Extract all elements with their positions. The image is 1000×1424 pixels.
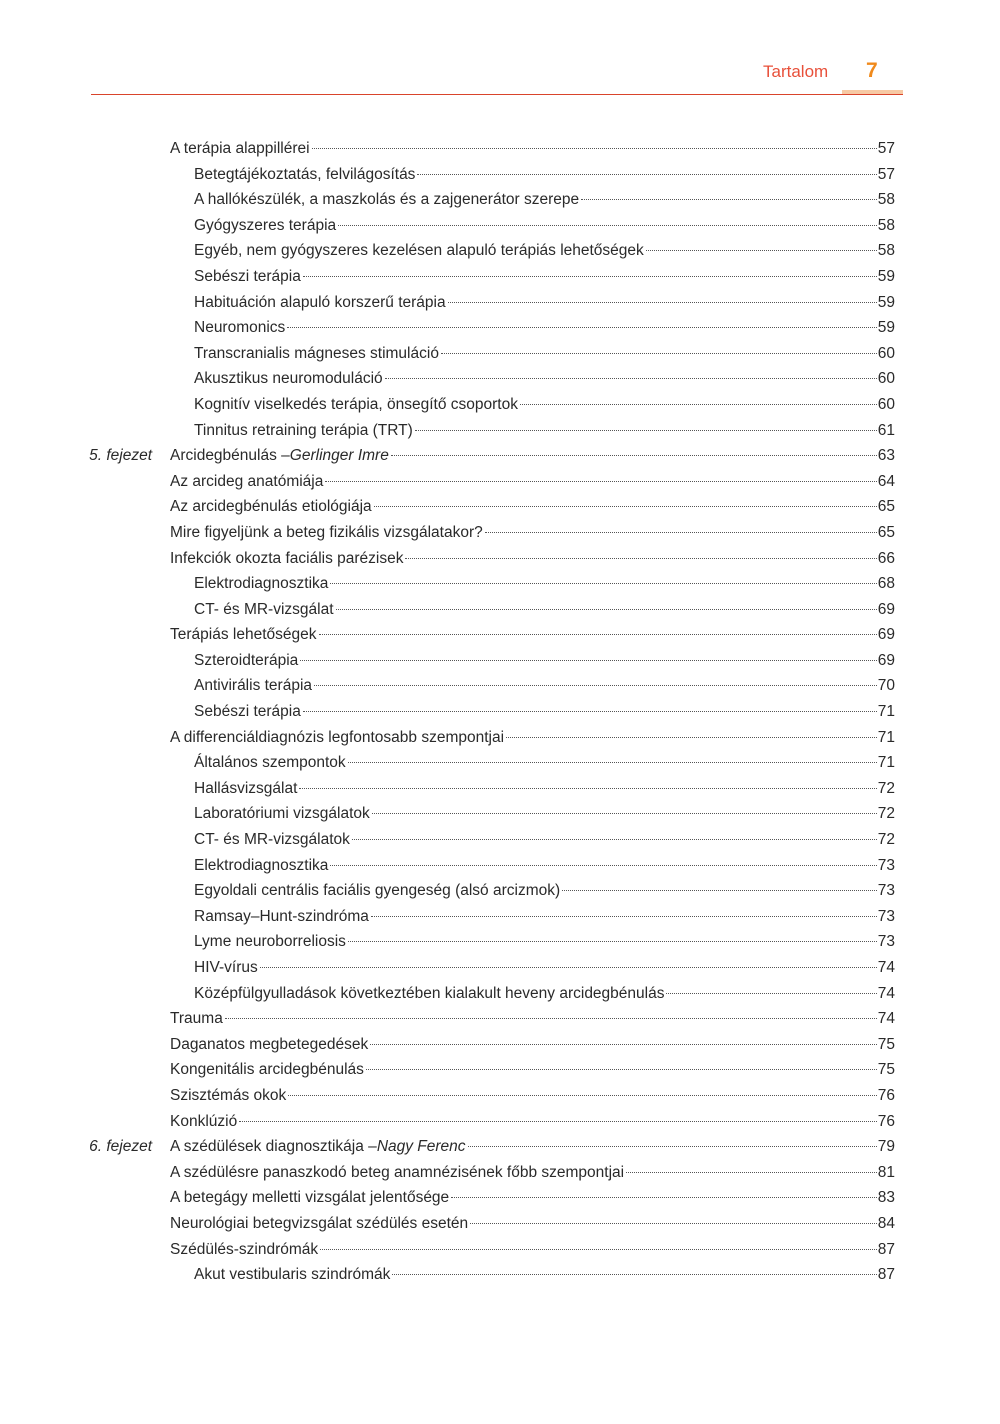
toc-row [0, 776, 1000, 802]
toc-entry-page: 58 [877, 191, 895, 209]
toc-row [0, 1006, 1000, 1032]
toc-entry-page: 73 [877, 933, 895, 951]
toc-entry-page: 60 [877, 344, 895, 362]
dot-leader [441, 353, 877, 354]
dot-leader [417, 174, 876, 175]
toc-row [0, 1109, 1000, 1135]
toc-entry[interactable] [194, 904, 895, 930]
toc-row [0, 981, 1000, 1007]
toc-entry-title: Lyme neuroborreliosis [194, 933, 346, 951]
toc-entry[interactable] [170, 546, 895, 572]
toc-entry[interactable] [194, 315, 895, 341]
toc-entry-page: 58 [877, 242, 895, 260]
chapter-label: 6. fejezet [89, 1138, 152, 1156]
toc-entry-title: A szédülésre panaszkodó beteg anamnézisének főbb szempontjai [170, 1163, 625, 1181]
toc-entry-title: Laboratóriumi vizsgálatok [194, 805, 370, 823]
toc-entry[interactable] [194, 827, 895, 853]
dot-leader [485, 532, 877, 533]
toc-row [0, 494, 1000, 520]
toc-entry[interactable] [170, 1006, 895, 1032]
toc-entry-page: 68 [877, 575, 895, 593]
dot-leader [392, 1274, 876, 1275]
toc-row [0, 1185, 1000, 1211]
toc-entry-title: A hallókészülék, a maszkolás és a zajgenerátor szerepe [194, 191, 580, 209]
toc-row [0, 136, 1000, 162]
toc-entry-title: CT- és MR-vizsgálat [194, 600, 334, 618]
toc-entry-page: 84 [877, 1214, 895, 1232]
toc-row [0, 929, 1000, 955]
toc-entry[interactable] [170, 725, 895, 751]
toc-entry-title: Ramsay–Hunt-szindróma [194, 907, 369, 925]
toc-row [0, 571, 1000, 597]
toc-row [0, 1083, 1000, 1109]
toc-entry-page: 73 [877, 882, 895, 900]
toc-row [0, 1211, 1000, 1237]
toc-entry-page: 76 [877, 1086, 895, 1104]
dot-leader [366, 1069, 877, 1070]
toc-entry-title: Betegtájékoztatás, felvilágosítás [194, 165, 416, 183]
table-of-contents [0, 136, 1000, 1288]
dot-leader [370, 1044, 877, 1045]
toc-entry-page: 65 [877, 498, 895, 516]
toc-entry-title: Mire figyeljünk a beteg fizikális vizsgálatakor? [170, 523, 483, 541]
toc-entry-title: CT- és MR-vizsgálatok [194, 831, 350, 849]
header-rule [91, 94, 903, 95]
dot-leader [520, 404, 877, 405]
toc-entry[interactable] [170, 1185, 895, 1211]
toc-entry-title: Az arcidegbénulás etiológiája [170, 498, 372, 516]
toc-entry[interactable] [194, 673, 895, 699]
toc-row [0, 827, 1000, 853]
dot-leader [225, 1018, 877, 1019]
toc-entry-page: 87 [877, 1240, 895, 1258]
toc-row [0, 187, 1000, 213]
toc-row [0, 1237, 1000, 1263]
dot-leader [338, 225, 877, 226]
dot-leader [303, 711, 877, 712]
toc-row [0, 1057, 1000, 1083]
running-header-title: Tartalom [763, 62, 829, 81]
toc-entry[interactable] [194, 290, 895, 316]
toc-entry-title: Konklúzió [170, 1112, 238, 1130]
toc-entry[interactable] [194, 571, 895, 597]
toc-entry-title: Arcidegbénulás – [170, 447, 290, 465]
toc-entry-page: 74 [877, 984, 895, 1002]
toc-entry[interactable] [194, 981, 895, 1007]
toc-entry-title: A terápia alappillérei [170, 140, 310, 157]
dot-leader [626, 1172, 877, 1173]
dot-leader [448, 302, 877, 303]
toc-entry[interactable] [170, 1237, 895, 1263]
toc-entry[interactable] [194, 187, 895, 213]
dot-leader [348, 941, 877, 942]
toc-entry-title: Transcranialis mágneses stimuláció [194, 344, 439, 362]
toc-entry-page: 59 [877, 319, 895, 337]
toc-entry-page: 66 [877, 549, 895, 567]
toc-row [0, 1032, 1000, 1058]
toc-entry-page: 57 [877, 165, 895, 183]
toc-entry[interactable] [170, 1109, 895, 1135]
toc-entry-page: 71 [877, 703, 895, 721]
toc-entry-title: Akut vestibularis szindrómák [194, 1266, 391, 1284]
toc-entry-page: 74 [877, 1010, 895, 1028]
toc-row [0, 904, 1000, 930]
toc-entry-title: Tinnitus retraining terápia (TRT) [194, 421, 413, 439]
dot-leader [303, 276, 877, 277]
toc-entry[interactable] [194, 597, 895, 623]
toc-entry[interactable] [194, 801, 895, 827]
toc-entry[interactable] [194, 366, 895, 392]
toc-entry[interactable] [194, 929, 895, 955]
toc-entry-page: 61 [877, 421, 895, 439]
dot-leader [372, 813, 877, 814]
toc-entry-page: 81 [877, 1163, 895, 1181]
dot-leader [312, 148, 877, 149]
toc-row [0, 1262, 1000, 1288]
toc-entry-title: Középfülgyulladások következtében kialakult heveny arcidegbénulás [194, 984, 665, 1002]
toc-entry[interactable] [170, 520, 895, 546]
toc-row [0, 520, 1000, 546]
toc-entry-page: 70 [877, 677, 895, 695]
toc-entry[interactable] [194, 341, 895, 367]
dot-leader [314, 685, 877, 686]
toc-entry-title: Terápiás lehetőségek [170, 626, 317, 644]
toc-entry-title: Infekciók okozta faciális parézisek [170, 549, 404, 567]
toc-entry-page: 71 [877, 728, 895, 746]
toc-entry-page: 83 [877, 1189, 895, 1207]
toc-entry-author: Nagy Ferenc [376, 1138, 466, 1156]
toc-row [0, 699, 1000, 725]
toc-entry-page: 71 [877, 754, 895, 772]
toc-row [0, 264, 1000, 290]
dot-leader [288, 1095, 876, 1096]
toc-row [0, 597, 1000, 623]
toc-entry-page: 72 [877, 779, 895, 797]
toc-row [0, 238, 1000, 264]
dot-leader [371, 916, 877, 917]
toc-entry-title: Szteroidterápia [194, 651, 299, 669]
toc-entry[interactable] [194, 1262, 895, 1288]
dot-leader [451, 1197, 877, 1198]
toc-row [0, 418, 1000, 444]
toc-entry-title: Antivirális terápia [194, 677, 313, 695]
toc-row [0, 162, 1000, 188]
toc-entry-page: 73 [877, 907, 895, 925]
toc-entry-title: Kongenitális arcidegbénulás [170, 1061, 364, 1079]
dot-leader [352, 839, 877, 840]
toc-entry-page: 69 [877, 626, 895, 644]
dot-leader [330, 865, 876, 866]
toc-entry[interactable] [170, 1134, 895, 1160]
toc-entry-title: Neurológiai betegvizsgálat szédülés esetén [170, 1214, 469, 1232]
toc-entry-title: Trauma [170, 1010, 223, 1028]
toc-entry[interactable] [194, 853, 895, 879]
chapter-label: 5. fejezet [89, 447, 152, 465]
toc-row [0, 469, 1000, 495]
toc-row [0, 546, 1000, 572]
toc-entry[interactable] [170, 1032, 895, 1058]
toc-entry-page: 74 [877, 959, 895, 976]
dot-leader [260, 967, 877, 968]
toc-entry[interactable] [194, 264, 895, 290]
toc-row [0, 801, 1000, 827]
toc-row [0, 392, 1000, 418]
dot-leader [470, 1223, 877, 1224]
toc-entry-page: 75 [877, 1035, 895, 1053]
toc-entry[interactable] [194, 418, 895, 444]
dot-leader [666, 993, 876, 994]
page-number: 7 [866, 59, 878, 82]
dot-leader [468, 1146, 877, 1147]
dot-leader [562, 890, 877, 891]
toc-entry-title: Gyógyszeres terápia [194, 216, 337, 234]
toc-entry-title: A betegágy melletti vizsgálat jelentősége [170, 1189, 450, 1207]
toc-entry-title: Sebészi terápia [194, 703, 301, 721]
toc-row [0, 315, 1000, 341]
toc-entry-page: 60 [877, 395, 895, 413]
toc-entry[interactable] [194, 392, 895, 418]
toc-entry[interactable] [170, 469, 895, 495]
dot-leader [325, 481, 876, 482]
toc-entry[interactable] [194, 238, 895, 264]
dot-leader [330, 583, 876, 584]
toc-row [0, 213, 1000, 239]
toc-entry-author: Gerlinger Imre [289, 447, 389, 465]
toc-entry-title: A differenciáldiagnózis legfontosabb szempontjai [170, 728, 505, 746]
toc-entry[interactable] [194, 878, 895, 904]
toc-entry-page: 64 [877, 472, 895, 490]
toc-entry[interactable] [194, 699, 895, 725]
toc-entry-title: Habituáción alapuló korszerű terápia [194, 293, 446, 311]
toc-entry[interactable] [194, 648, 895, 674]
toc-row [0, 673, 1000, 699]
toc-row [0, 750, 1000, 776]
toc-entry-page: 59 [877, 293, 895, 311]
toc-row [0, 290, 1000, 316]
toc-entry-page: 76 [877, 1112, 895, 1130]
toc-entry-title: Szédülés-szindrómák [170, 1240, 319, 1258]
toc-entry[interactable] [194, 162, 895, 188]
toc-entry-title: Az arcideg anatómiája [170, 472, 324, 490]
toc-row [0, 725, 1000, 751]
toc-entry-title: Általános szempontok [194, 754, 346, 772]
toc-row [0, 366, 1000, 392]
toc-row [0, 853, 1000, 879]
toc-entry-page: 65 [877, 523, 895, 541]
toc-entry-page: 75 [877, 1061, 895, 1079]
dot-leader [374, 506, 877, 507]
toc-entry-title: Kognitív viselkedés terápia, önsegítő csoportok [194, 395, 518, 413]
toc-entry-title: Akusztikus neuromoduláció [194, 370, 383, 388]
toc-row [0, 622, 1000, 648]
dot-leader [287, 327, 876, 328]
toc-entry[interactable] [170, 1083, 895, 1109]
dot-leader [319, 634, 877, 635]
dot-leader [506, 737, 877, 738]
toc-entry[interactable] [170, 1057, 895, 1083]
toc-entry[interactable] [194, 776, 895, 802]
toc-entry-title: Neuromonics [194, 319, 286, 337]
toc-entry[interactable] [170, 1160, 895, 1186]
dot-leader [405, 558, 876, 559]
toc-entry[interactable] [170, 443, 895, 469]
dot-leader [299, 788, 876, 789]
toc-entry-title: Hallásvizsgálat [194, 779, 298, 797]
dot-leader [391, 455, 877, 456]
dot-leader [581, 199, 877, 200]
toc-entry-page: 73 [877, 856, 895, 874]
dot-leader [415, 430, 877, 431]
toc-entry-title: Elektrodiagnosztika [194, 856, 329, 874]
toc-entry-title: HIV-vírus [194, 959, 258, 976]
toc-row [0, 955, 1000, 981]
toc-entry-page: 69 [877, 600, 895, 618]
toc-row [0, 878, 1000, 904]
toc-entry-page: 79 [877, 1138, 895, 1156]
toc-entry[interactable] [194, 955, 895, 981]
toc-entry-page: 57 [877, 140, 895, 157]
toc-entry-page: 87 [877, 1266, 895, 1284]
toc-entry[interactable] [170, 1211, 895, 1237]
toc-entry-page: 72 [877, 831, 895, 849]
toc-entry-title: Egyoldali centrális faciális gyengeség (alsó arcizmok) [194, 882, 561, 900]
toc-row [0, 1134, 1000, 1160]
dot-leader [239, 1121, 877, 1122]
dot-leader [336, 609, 877, 610]
toc-entry[interactable] [170, 494, 895, 520]
toc-entry[interactable] [194, 750, 895, 776]
toc-entry[interactable] [170, 622, 895, 648]
toc-entry-title: Elektrodiagnosztika [194, 575, 329, 593]
toc-entry-title: Daganatos megbetegedések [170, 1035, 369, 1053]
toc-entry-page: 69 [877, 651, 895, 669]
dot-leader [348, 762, 877, 763]
toc-entry-title: Sebészi terápia [194, 267, 301, 285]
dot-leader [385, 378, 877, 379]
toc-entry[interactable] [194, 213, 895, 239]
toc-row [0, 648, 1000, 674]
toc-entry-title: A szédülések diagnosztikája – [170, 1138, 377, 1156]
dot-leader [646, 250, 877, 251]
toc-row [0, 443, 1000, 469]
toc-entry[interactable] [170, 136, 895, 162]
toc-entry-title: Egyéb, nem gyógyszeres kezelésen alapuló terápiás lehetőségek [194, 242, 644, 260]
toc-entry-page: 60 [877, 370, 895, 388]
dot-leader [300, 660, 876, 661]
toc-entry-page: 63 [877, 447, 895, 465]
toc-entry-page: 72 [877, 805, 895, 823]
dot-leader [320, 1249, 877, 1250]
toc-row [0, 1160, 1000, 1186]
toc-row [0, 341, 1000, 367]
toc-entry-title: Szisztémás okok [170, 1086, 287, 1104]
toc-entry-page: 58 [877, 216, 895, 234]
toc-entry-page: 59 [877, 267, 895, 285]
